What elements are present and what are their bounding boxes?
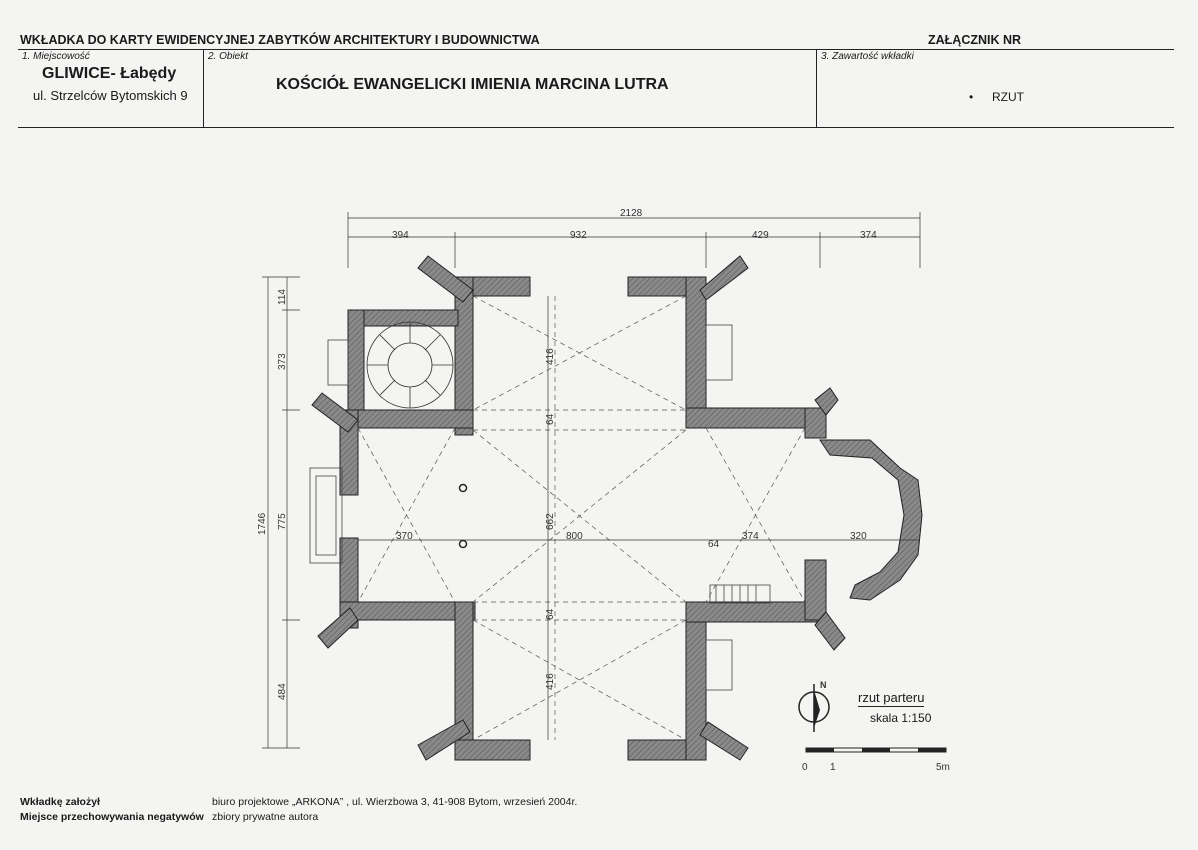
storage-label: Miejsce przechowywania negatywów <box>20 811 204 823</box>
dim-left-c: 775 <box>277 513 288 530</box>
plan-scale: skala 1:150 <box>870 711 932 725</box>
dim-w370: 370 <box>396 531 413 542</box>
dim-top-d: 374 <box>860 230 877 241</box>
dim-nave-top: 416 <box>545 348 556 365</box>
dim-nave-mid: 662 <box>545 513 556 530</box>
columns <box>460 485 467 548</box>
wall-apse <box>820 440 922 600</box>
dim-top-b: 932 <box>570 230 587 241</box>
dim-w64: 64 <box>708 539 720 550</box>
wall-right-wing-right-lower <box>805 560 826 620</box>
storage-value: zbiory prywatne autora <box>212 811 319 823</box>
spiral-staircase <box>367 322 453 408</box>
founder-label: Wkładkę założył <box>20 796 100 808</box>
dim-nave-64b: 64 <box>545 608 556 620</box>
scale-bar <box>802 748 950 773</box>
object-label: 2. Obiekt <box>208 51 249 62</box>
dim-left-a: 114 <box>277 289 288 305</box>
contents-label: 3. Zawartość wkładki <box>821 51 914 62</box>
wall-right-wing-right-upper <box>805 408 826 438</box>
porch-stair-left <box>328 340 348 385</box>
porch-stair-lower-right <box>706 640 732 690</box>
dim-w320: 320 <box>850 531 867 542</box>
scale-five: 5m <box>936 762 950 773</box>
wall-left-wing-top <box>340 410 473 428</box>
scale-one: 1 <box>830 762 836 773</box>
dimension-lines <box>262 212 920 748</box>
dim-top-a: 394 <box>392 230 409 241</box>
dim-w374: 374 <box>742 531 759 542</box>
vault-lines <box>358 296 805 740</box>
wall-diagonal-top-right <box>700 256 748 300</box>
dim-nave-bottom: 416 <box>545 673 556 690</box>
wall-stair-left <box>348 310 364 420</box>
dim-left-d: 484 <box>277 683 288 700</box>
wall-nave-bottom-left <box>455 740 530 760</box>
dim-nave-64a: 64 <box>545 413 556 425</box>
porch-stair-right <box>706 325 732 380</box>
dim-w800: 800 <box>566 531 583 542</box>
scale-zero: 0 <box>802 762 808 773</box>
porch-left <box>310 468 342 563</box>
dim-top-c: 429 <box>752 230 769 241</box>
form-title: WKŁADKA DO KARTY EWIDENCYJNEJ ZABYTKÓW ARCHITEKTURY I BUDOWNICTWA <box>20 33 540 47</box>
locality-address: ul. Strzelców Bytomskich 9 <box>33 88 188 103</box>
dim-left-b: 373 <box>277 353 288 370</box>
wall-diagonal-bottom-right <box>700 722 748 760</box>
north-arrow-icon <box>799 680 829 732</box>
attachment-label: ZAŁĄCZNIK NR <box>928 33 1022 47</box>
contents-bullet: • <box>969 90 974 104</box>
founder-value: biuro projektowe „ARKONA” , ul. Wierzbowa 3, 41-908 Bytom, wrzesień 2004r. <box>212 796 578 808</box>
plan-title: rzut parteru <box>858 690 925 705</box>
wall-nave-right-upper <box>686 277 706 427</box>
north-letter: N <box>820 680 827 690</box>
locality-name: GLIWICE- Łabędy <box>42 65 177 82</box>
contents-value: RZUT <box>992 90 1024 104</box>
locality-label: 1. Miejscowość <box>22 51 90 62</box>
object-name: KOŚCIÓŁ EWANGELICKI IMIENIA MARCINA LUTRA <box>276 76 669 93</box>
dim-total-height: 1746 <box>257 512 268 535</box>
dim-total-width: 2128 <box>620 208 643 219</box>
walls <box>312 256 925 760</box>
